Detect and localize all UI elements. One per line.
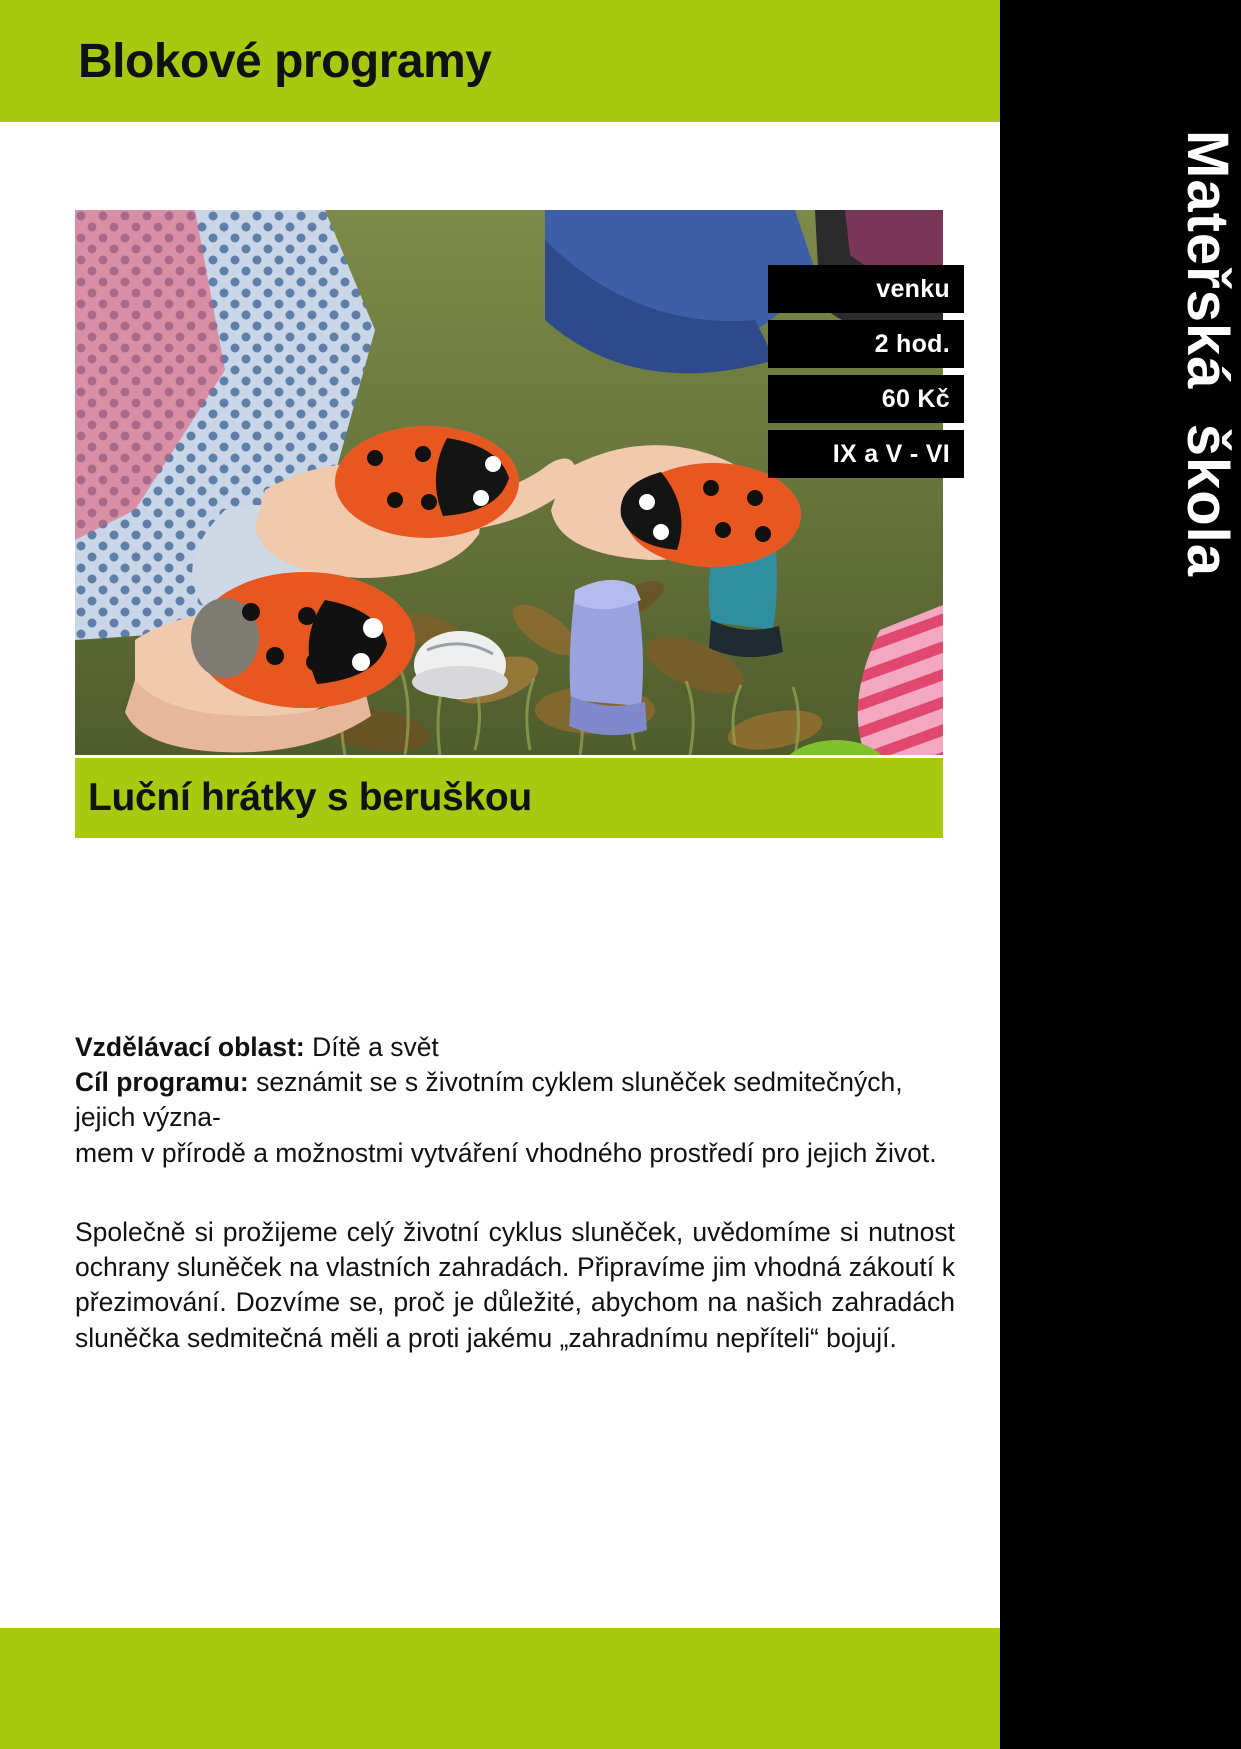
page-title: Blokové programy	[78, 35, 492, 88]
chip-duration: 2 hod.	[768, 320, 964, 368]
educational-area-value: Dítě a svět	[304, 1032, 439, 1062]
description-paragraph: Společně si prožijeme celý životní cyklus sluněček, uvědomíme si nutnost ochrany sluněček na vlastních zahradách. Připravíme jim vhodná zákoutí k přezimování. Dozvíme se, proč je důležité, abychom na našich zahradách sluněčka sedmitečná měli a proti jakému „zahradnímu nepříteli“ bojují.	[75, 1216, 955, 1353]
goal-line-2: mem v přírodě a možnostmi vytváření vhodného prostředí pro jejich život.	[75, 1137, 937, 1168]
goal-line	[75, 1065, 955, 1135]
educational-area-line	[75, 1030, 955, 1065]
chip-location: venku	[768, 265, 964, 313]
program-description	[75, 1030, 955, 1356]
educational-area-label: Vzdělávací oblast:	[75, 1032, 305, 1062]
program-title: Luční hrátky s beruškou	[88, 776, 532, 819]
page-footer-banner	[0, 1628, 1000, 1749]
chip-months: IX a V - VI	[768, 430, 964, 478]
sidebar-vertical-label: Mateřská škola	[1175, 130, 1240, 578]
program-meta-chips	[768, 265, 964, 485]
goal-value: seznámit se s životním cyklem sluněček sedmitečných, jejich význa-	[75, 1067, 903, 1133]
page-header-banner	[0, 0, 1000, 122]
chip-price: 60 Kč	[768, 375, 964, 423]
program-caption-bar	[75, 758, 943, 838]
goal-label: Cíl programu:	[75, 1067, 249, 1098]
